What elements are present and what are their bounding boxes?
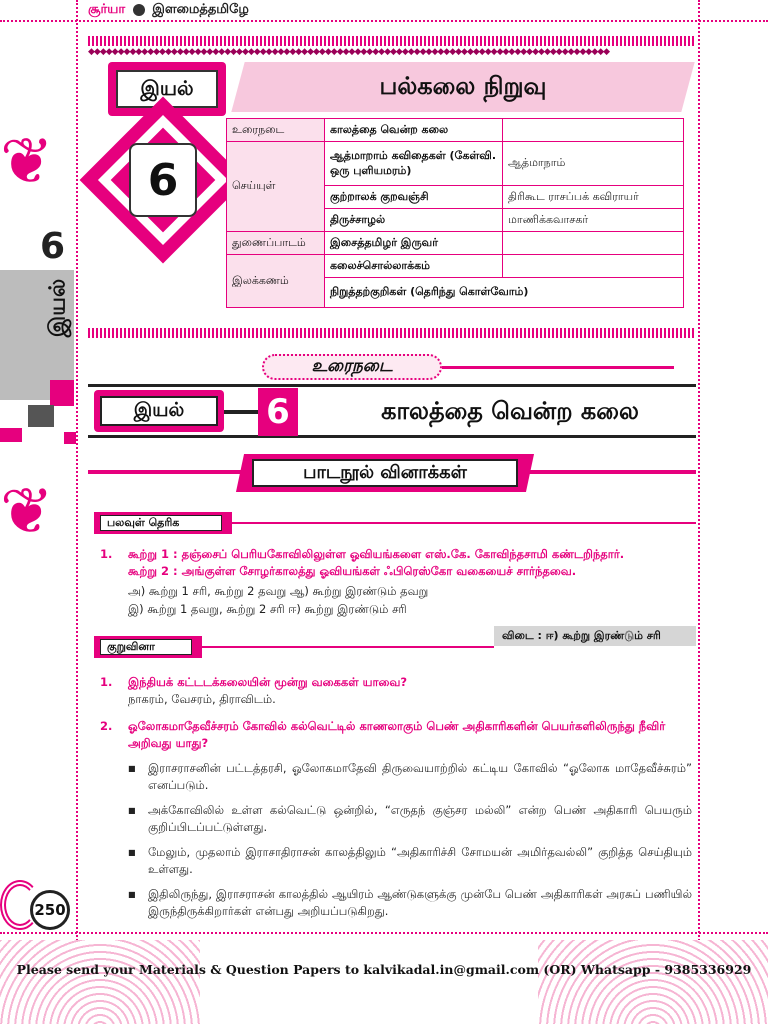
content-title: கலைச்சொல்லாக்கம் (325, 255, 503, 278)
short-heading: குறுவினா (100, 639, 192, 655)
content-author: மாணிக்கவாசகர் (503, 209, 684, 232)
mcq-heading: பலவுள் தெரிக (100, 515, 222, 531)
content-author: ஆத்மாநாம் (503, 142, 684, 186)
unit-title: பல்கலை நிறுவு (379, 71, 547, 100)
heading-rule (232, 522, 696, 524)
left-margin-line (76, 0, 78, 944)
statement-1: கூற்று 1 : தஞ்சைப் பெரியகோவிலிலுள்ள ஓவியங்களை எஸ்.கே. கோவிந்தசாமி கண்டறிந்தார். (128, 547, 625, 561)
content-author (503, 255, 684, 278)
question-number: 2. (100, 719, 113, 733)
section-number: 6 (258, 388, 298, 436)
unit-contents-table (226, 118, 684, 308)
side-unit-label (44, 268, 74, 348)
question-number: 1. (100, 547, 113, 561)
side-label-text: இயல் (45, 278, 70, 338)
table-row (227, 142, 684, 186)
content-title: இசைத்தமிழர் இருவர் (325, 232, 503, 255)
answer-text: நாகரம், வேசரம், திராவிடம். (128, 692, 276, 706)
option-line: அ) கூற்று 1 சரி, கூற்று 2 தவறு ஆ) கூற்று இரண்டும் தவறு (128, 584, 429, 598)
band-connector (224, 410, 258, 414)
swirl-ornament-icon: ❦ (0, 125, 54, 199)
list-item: ■ இதிலிருந்து, இராசராசன் காலத்தில் ஆயிரம் ஆண்டுகளுக்கு முன்பே பெண் அதிகாரிகள் அரசுப் பணியில் இருந்திருக்கிறார்கள் என்பது அறியப்படுகிறது. (128, 886, 692, 920)
section-label: இயல் (100, 396, 218, 426)
statement-2: கூற்று 2 : அங்குள்ள சோழர்காலத்து ஓவியங்கள் ஃபிரெஸ்கோ வகையைச் சார்ந்தவை. (128, 564, 577, 578)
content-title: ஆத்மாறாம் கவிதைகள் (கேள்வி. ஒரு புளியமரம்) (325, 142, 503, 186)
brand-name: சூர்யா (88, 2, 126, 17)
series-name: இளமைத்தமிழே (152, 2, 249, 17)
section-type-pill: உரைநடை (262, 354, 442, 380)
mcq-heading-tag (94, 512, 232, 534)
list-item: ■ அக்கோவிலில் உள்ள கல்வெட்டு ஒன்றில், “எருதந் குஞ்சர மல்லி” என்ற பெண் அதிகாரி பெயரும் குறிப்பிடப்பட்டுள்ளது. (128, 802, 692, 836)
unit-label: இயல் (116, 70, 218, 108)
decorative-diamond-row-top: ◆◆◆◆◆◆◆◆◆◆◆◆◆◆◆◆◆◆◆◆◆◆◆◆◆◆◆◆◆◆◆◆◆◆◆◆◆◆◆◆◆◆◆◆◆◆◆◆◆◆◆◆◆◆◆◆◆◆◆◆◆◆◆◆◆◆◆◆◆◆◆◆◆◆◆◆◆◆◆◆◆◆◆◆◆◆◆◆ (88, 47, 610, 57)
decorative-stripe-mid (88, 328, 696, 338)
content-type: இலக்கணம் (227, 255, 325, 308)
side-block (50, 380, 74, 406)
side-block (64, 432, 76, 444)
short-question-1 (100, 674, 692, 708)
content-title: நிறுத்தற்குறிகள் (தெரிந்து கொள்வோம்) (325, 278, 684, 308)
mcq-question (100, 546, 692, 580)
section-label-tag (94, 390, 224, 432)
side-block (28, 405, 54, 427)
list-item: ■ மேலும், முதலாம் இராசாதிராசன் காலத்திலும் “அதிகாரிச்சி சோமயன் அமிர்தவல்லி” குறித்த செய்தியும் உள்ளது. (128, 844, 692, 878)
content-author: திரிகூட ராசப்பக் கவிராயர் (503, 186, 684, 209)
brand-logo-icon (133, 4, 145, 16)
subtitle-rule-right (522, 470, 696, 474)
content-author (503, 119, 684, 142)
pill-rule (442, 366, 674, 369)
table-row (227, 232, 684, 255)
table-row (227, 255, 684, 278)
short-question-2 (100, 718, 692, 752)
mcq-options (128, 582, 428, 618)
heading-rule (202, 646, 494, 648)
right-margin-line (698, 0, 700, 944)
option-line: இ) கூற்று 1 தவறு, கூற்று 2 சரி ஈ) கூற்று இரண்டும் சரி (128, 602, 407, 616)
subtitle-rule-left (88, 470, 248, 474)
section-title: காலத்தை வென்ற கலை (381, 396, 639, 425)
content-title: காலத்தை வென்ற கலை (325, 119, 503, 142)
question-text: இந்தியக் கட்டடக்கலையின் மூன்று வகைகள் யாவை? (128, 675, 408, 689)
content-type: துணைப்பாடம் (227, 232, 325, 255)
unit-number: 6 (129, 143, 197, 217)
subtitle: பாடநூல் வினாக்கள் (252, 459, 518, 487)
question-number: 1. (100, 675, 113, 689)
content-type: உரைநடை (227, 119, 325, 142)
side-block (0, 428, 22, 442)
answer-bullets (128, 760, 692, 928)
content-type: செய்யுள் (227, 142, 325, 232)
content-title: திருச்சாழல் (325, 209, 503, 232)
short-heading-tag (94, 636, 202, 658)
footer-contact: Please send your Materials & Question Papers to kalvikadal.in@gmail.com (OR) Whatsapp - 9385336929 (16, 962, 752, 977)
footer-ornament-right (538, 940, 768, 1024)
page-number: 250 (30, 890, 70, 930)
table-row (227, 119, 684, 142)
bottom-rule (0, 932, 768, 934)
content-title: குற்றாலக் குறவஞ்சி (325, 186, 503, 209)
decorative-stripe-top (88, 36, 696, 46)
question-text: ஓலோகமாதேவீச்சரம் கோவில் கல்வெட்டில் காணலாகும் பெண் அதிகாரிகளின் பெயர்களிலிருந்து நீவிர் அறிவது யாது? (128, 719, 666, 750)
top-rule (0, 20, 768, 22)
content-author (503, 232, 684, 255)
header-brand (88, 2, 249, 18)
footer-ornament-left (0, 940, 200, 1024)
mcq-answer: விடை : ஈ) கூற்று இரண்டும் சரி (494, 626, 696, 646)
side-unit-number: 6 (40, 226, 66, 267)
swirl-ornament-icon: ❦ (0, 475, 54, 549)
list-item: ■ இராசராசனின் பட்டத்தரசி, ஓலோகமாதேவி திருவையாற்றில் கட்டிய கோவில் “ஓலோக மாதேவீச்சுரம்” எனப்படும். (128, 760, 692, 794)
